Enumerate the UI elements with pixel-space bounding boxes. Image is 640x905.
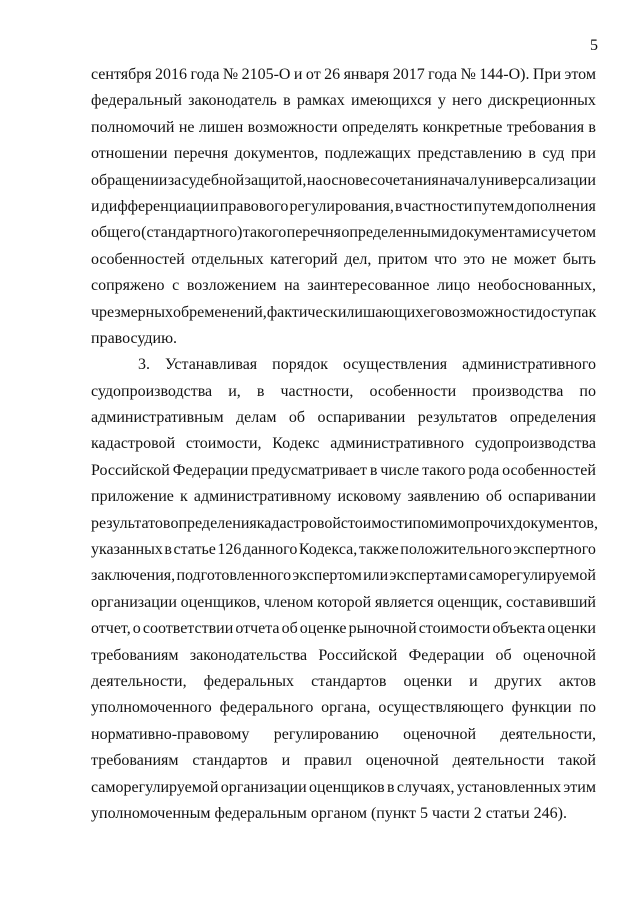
word: стандартов — [311, 672, 387, 690]
document-body — [91, 62, 596, 827]
word: года — [190, 66, 220, 83]
word: притом — [377, 250, 428, 268]
word: № — [460, 66, 476, 83]
word: такого — [422, 461, 466, 479]
word: судопроизводства — [91, 382, 213, 400]
word: регулирования, — [289, 197, 394, 215]
word: основе — [323, 171, 370, 189]
word: документов, — [514, 514, 598, 532]
word: случаях, — [396, 778, 455, 796]
word: установленных — [456, 778, 562, 796]
word: такой — [558, 752, 596, 770]
word: категорий — [270, 250, 338, 268]
word: 144-О). — [479, 66, 530, 83]
word: суд — [542, 145, 565, 163]
word: федеральных — [203, 672, 295, 690]
word: лицо — [437, 277, 471, 295]
word: полномочий — [91, 118, 175, 136]
word: с — [172, 277, 180, 295]
paragraph-2-line — [91, 405, 596, 431]
word: функции — [511, 699, 572, 717]
word: При — [532, 66, 562, 83]
word: стоимости — [340, 514, 413, 532]
paragraph-1-line — [91, 115, 596, 141]
word: защитой, — [244, 171, 307, 189]
word: путем — [473, 197, 515, 215]
paragraph-2-line — [91, 379, 596, 405]
word: федерального — [219, 699, 314, 717]
word: саморегулируемой — [91, 778, 219, 796]
paragraph-1-line — [91, 62, 596, 88]
paragraph-2-line — [91, 775, 596, 801]
word: об — [281, 620, 298, 638]
paragraph-2-line — [91, 352, 596, 378]
word: 126 — [217, 541, 242, 559]
word: универсализации — [478, 171, 596, 189]
word: заключения, — [91, 567, 176, 585]
word: Российской — [91, 461, 170, 479]
word: года — [428, 66, 458, 83]
word: оценки — [403, 672, 453, 690]
paragraph-1-line — [91, 141, 596, 167]
word: экспертами — [389, 567, 468, 585]
word: 3. — [138, 356, 150, 374]
paragraph-2-line — [91, 722, 596, 748]
word: подготовленного — [176, 567, 292, 585]
word: оценочной — [403, 725, 477, 743]
word: саморегулируемой — [468, 567, 596, 585]
word: общего — [91, 224, 141, 242]
word: от — [305, 66, 321, 83]
word: уполномоченного — [91, 699, 212, 717]
word: административному — [193, 488, 332, 506]
word: членом — [263, 593, 314, 611]
word: начал — [439, 171, 478, 189]
word: в — [164, 541, 172, 559]
word: по — [579, 382, 596, 400]
paragraph-1-line — [91, 326, 596, 352]
word: этим — [563, 778, 596, 796]
word: в — [369, 461, 378, 479]
word: Кодекс — [272, 435, 320, 453]
word: дискреционных — [488, 92, 596, 110]
word: осуществления — [343, 356, 448, 374]
word: возложением — [186, 277, 277, 295]
word: 2 — [473, 804, 482, 822]
word: на — [306, 171, 323, 189]
page-number: 5 — [590, 37, 598, 54]
word: производства — [472, 382, 564, 400]
word: составивший — [505, 593, 596, 611]
word: рыночной — [348, 620, 417, 638]
word: Российской — [318, 646, 398, 664]
word: может — [513, 250, 557, 268]
paragraph-2-line — [91, 484, 596, 510]
word: или — [363, 567, 389, 585]
word: также — [358, 541, 399, 559]
word: и — [281, 752, 291, 770]
paragraph-2-line — [91, 643, 596, 669]
word: у — [437, 92, 446, 110]
word: деятельности, — [91, 672, 187, 690]
word: (стандартного) — [141, 224, 243, 242]
word: при — [570, 145, 596, 163]
word: организации — [91, 593, 177, 611]
word: № — [222, 66, 239, 83]
word: в — [588, 118, 596, 136]
word: особенности — [369, 382, 457, 400]
paragraph-2-line — [91, 669, 596, 695]
word: Кодекса, — [298, 541, 358, 559]
word: обращении — [91, 171, 168, 189]
word: Устанавливая — [165, 356, 258, 374]
word: и — [469, 672, 478, 690]
word: в — [283, 92, 291, 110]
word: судопроизводства — [474, 435, 596, 453]
word: стандартов — [192, 752, 268, 770]
paragraph-2-line — [91, 616, 596, 642]
word: возможности — [444, 303, 535, 321]
word: актов — [558, 672, 596, 690]
word: сопряжено — [91, 277, 165, 295]
word: и — [293, 66, 303, 83]
word: кадастровой — [256, 514, 341, 532]
paragraph-2-line — [91, 511, 596, 537]
word: частности — [403, 197, 473, 215]
word: 2016 — [155, 66, 188, 83]
word: 5 — [419, 804, 428, 822]
word: об — [495, 646, 512, 664]
word: федеральный — [91, 92, 182, 110]
word: которой — [317, 593, 372, 611]
word: судебной — [181, 171, 245, 189]
word: правосудию. — [91, 329, 178, 347]
word: статье — [173, 541, 216, 559]
paragraph-2-line — [91, 695, 596, 721]
word: стоимости — [418, 620, 491, 638]
word: перечня — [286, 224, 341, 242]
word: заинтересованное — [307, 277, 430, 295]
word: требования — [506, 118, 585, 136]
word: административным — [91, 409, 224, 427]
paragraph-1-line — [91, 88, 596, 114]
word: оценочной — [523, 646, 596, 664]
word: об — [485, 488, 502, 506]
word: 26 — [324, 66, 341, 83]
paragraph-1-line — [91, 168, 596, 194]
word: указанных — [91, 541, 163, 559]
word: соответствии — [142, 620, 234, 638]
word: требованиям — [91, 646, 179, 664]
word: 2017 — [392, 66, 425, 83]
word: подлежащих — [324, 145, 412, 163]
word: особенностей — [91, 250, 185, 268]
word: определенными — [341, 224, 450, 242]
word: его — [423, 303, 445, 321]
paragraph-1-line — [91, 247, 596, 273]
word: законодательства — [189, 646, 308, 664]
word: особенностей — [502, 461, 596, 479]
word: отчета — [235, 620, 280, 638]
word: и, — [228, 382, 241, 400]
word: лишающих — [346, 303, 424, 321]
word: дополнения — [515, 197, 596, 215]
word: обременений, — [172, 303, 267, 321]
word: части — [431, 804, 470, 822]
word: в — [528, 145, 536, 163]
word: экспертом — [292, 567, 362, 585]
word: документов, — [234, 145, 319, 163]
word: определения — [509, 409, 596, 427]
word: в — [394, 197, 403, 215]
word: оценочной — [365, 752, 439, 770]
word: к — [588, 303, 597, 321]
word: предусматривает — [251, 461, 367, 479]
paragraph-2-line — [91, 563, 596, 589]
word: помимо — [412, 514, 466, 532]
word: других — [494, 672, 542, 690]
word: не — [178, 118, 195, 136]
word: 2105-О — [241, 66, 291, 83]
word: данного — [242, 541, 298, 559]
word: кадастровой — [91, 435, 176, 453]
word: фактически — [266, 303, 347, 321]
word: к — [179, 488, 188, 506]
word: оспаривании — [508, 488, 596, 506]
word: это — [463, 250, 485, 268]
word: законодатель — [188, 92, 277, 110]
word: документами — [450, 224, 541, 242]
word: экспертного — [513, 541, 596, 559]
word: требованиям — [91, 752, 179, 770]
word: о — [132, 620, 141, 638]
word: чрезмерных — [91, 303, 173, 321]
word: осуществляющего — [378, 699, 504, 717]
word: что — [434, 250, 457, 268]
word: Федерации — [172, 461, 249, 479]
word: оценщиков, — [180, 593, 261, 611]
word: дел, — [344, 250, 372, 268]
word: по — [579, 699, 596, 717]
word: статьи — [485, 804, 530, 822]
word: определения — [170, 514, 257, 532]
word: числе — [380, 461, 420, 479]
paragraph-1-line — [91, 273, 596, 299]
word: января — [343, 66, 390, 83]
word: в — [256, 382, 265, 400]
word: организации — [220, 778, 307, 796]
word: (пункт — [370, 804, 416, 822]
word: прочих — [465, 514, 515, 532]
word: является — [374, 593, 434, 611]
word: нормативно-правовому — [91, 725, 250, 743]
word: возможности — [247, 118, 338, 136]
paragraph-1-line — [91, 300, 596, 326]
word: оспаривании — [317, 409, 406, 427]
word: такого — [242, 224, 287, 242]
word: частности, — [280, 382, 354, 400]
word: рода — [468, 461, 500, 479]
word: в — [386, 778, 395, 796]
word: него — [452, 92, 482, 110]
word: результатов — [91, 514, 171, 532]
word: федеральным — [214, 804, 307, 822]
paragraph-2-line — [91, 458, 596, 484]
word: Федерации — [408, 646, 485, 664]
paragraph-2-line — [91, 537, 596, 563]
word: отдельных — [191, 250, 264, 268]
word: уполномоченным — [91, 804, 211, 822]
word: за — [167, 171, 182, 189]
word: сочетания — [370, 171, 439, 189]
word: не — [491, 250, 508, 268]
word: приложение — [91, 488, 174, 506]
word: отчет, — [91, 620, 131, 638]
word: с — [540, 224, 548, 242]
word: стоимости, — [185, 435, 262, 453]
word: оценке — [299, 620, 347, 638]
word: административного — [330, 435, 465, 453]
word: отношении — [91, 145, 168, 163]
paragraph-1-line — [91, 194, 596, 220]
word: результатов — [417, 409, 498, 427]
word: деятельности — [452, 752, 545, 770]
word: исковому — [337, 488, 402, 506]
word: правового — [219, 197, 289, 215]
word: об — [288, 409, 306, 427]
word: сентября — [91, 66, 152, 83]
word: органом — [310, 804, 367, 822]
paragraph-2-line — [91, 748, 596, 774]
word: деятельности, — [500, 725, 596, 743]
word: объекта — [492, 620, 546, 638]
word: быть — [562, 250, 596, 268]
word: рамках — [296, 92, 345, 110]
paragraph-2-line — [91, 431, 596, 457]
paragraph-2-line — [91, 590, 596, 616]
word: заявлению — [407, 488, 480, 506]
word: 246). — [533, 804, 567, 822]
word: лишен — [198, 118, 244, 136]
word: положительного — [400, 541, 512, 559]
word: дифференциации — [100, 197, 219, 215]
word: необоснованных, — [477, 277, 596, 295]
word: конкретные — [422, 118, 503, 136]
word: оценки — [547, 620, 596, 638]
word: оценщиков — [309, 778, 385, 796]
word: перечня — [173, 145, 229, 163]
word: порядок — [272, 356, 328, 374]
word: правил — [304, 752, 352, 770]
word: оценщик, — [437, 593, 503, 611]
word: определять — [341, 118, 419, 136]
word: этом — [564, 66, 596, 83]
word: административного — [462, 356, 596, 374]
word: органа, — [321, 699, 371, 717]
paragraph-2-line — [91, 801, 596, 827]
word: регулированию — [273, 725, 379, 743]
word: на — [284, 277, 300, 295]
word: имеющихся — [351, 92, 432, 110]
word: доступа — [534, 303, 589, 321]
word: учетом — [548, 224, 596, 242]
word: делам — [236, 409, 277, 427]
word: представлению — [417, 145, 522, 163]
word: и — [91, 197, 100, 215]
paragraph-1-line — [91, 220, 596, 246]
